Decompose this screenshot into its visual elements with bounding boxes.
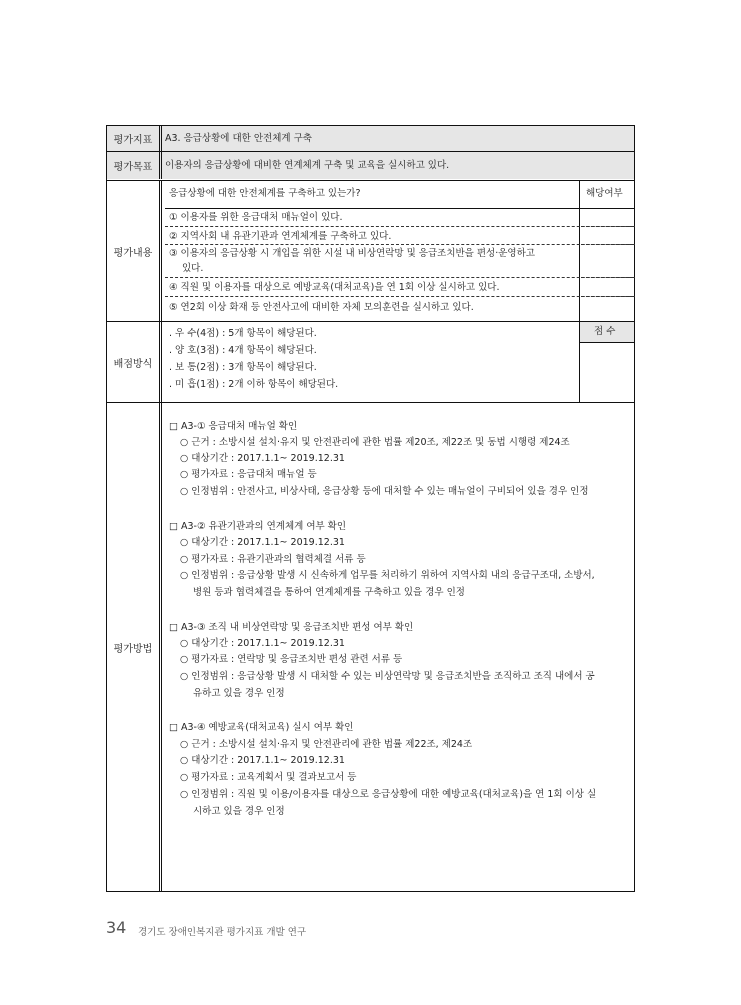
indicator-label: 평가지표 — [107, 126, 162, 151]
method-line: ○ 대상기간 : 2017.1.1~ 2019.12.31 — [180, 638, 345, 649]
content-item-2: ② 지역사회 내 유관기관과 연계체계를 구축하고 있다. — [169, 231, 392, 242]
indicator-value: A3. 응급상황에 대한 안전체계 구축 — [165, 133, 312, 144]
scoring-line-1: . 우 수(4점) : 5개 항목이 해당된다. — [169, 328, 317, 339]
content-question: 응급상황에 대한 안전체계를 구축하고 있는가? — [169, 188, 361, 199]
method-section-4: □ A3-④ 예방교육(대처교육) 실시 여부 확인 — [169, 722, 354, 733]
content-item-3: ③ 이용자의 응급상황 시 개입을 위한 시설 내 비상연락망 및 응급조치반을 편성·운영하고 — [169, 248, 535, 259]
method-line: ○ 근거 : 소방시설 설치·유지 및 안전관리에 관한 법률 제20조, 제22조 및 동법 시행령 제24조 — [180, 437, 570, 448]
method-line: 시하고 있을 경우 인정 — [193, 806, 285, 817]
goal-value: 이용자의 응급상황에 대비한 연계체계 구축 및 교육을 실시하고 있다. — [165, 160, 450, 171]
method-label: 평가방법 — [107, 403, 162, 891]
method-line: ○ 평가자료 : 유관기관과의 협력체결 서류 등 — [180, 554, 366, 565]
applicable-header: 해당여부 — [586, 188, 623, 199]
method-section-1: □ A3-① 응급대처 매뉴얼 확인 — [169, 421, 298, 432]
score-header: 점 수 — [594, 326, 616, 337]
method-section-3: □ A3-③ 조직 내 비상연락망 및 응급조치반 편성 여부 확인 — [169, 622, 414, 633]
scoring-line-4: . 미 흡(1점) : 2개 이하 항목이 해당된다. — [169, 379, 339, 390]
method-line: ○ 인정범위 : 응급상황 발생 시 신속하게 업무를 처리하기 위하여 지역사회 내의 응급구조대, 소방서, — [180, 570, 595, 581]
method-line: ○ 대상기간 : 2017.1.1~ 2019.12.31 — [180, 453, 345, 464]
scoring-line-2: . 양 호(3점) : 4개 항목이 해당된다. — [169, 345, 317, 356]
content-item-3-cont: 있다. — [182, 263, 204, 274]
page-number: 34 — [106, 918, 127, 937]
method-line: 병원 등과 협력체결을 통하여 연계체계를 구축하고 있을 경우 인정 — [193, 587, 465, 598]
method-line: ○ 근거 : 소방시설 설치·유지 및 안전관리에 관한 법률 제22조, 제24조 — [180, 739, 473, 750]
scoring-label: 배점방식 — [107, 322, 162, 402]
method-line: ○ 대상기간 : 2017.1.1~ 2019.12.31 — [180, 755, 345, 766]
method-line: ○ 인정범위 : 직원 및 이용/이용자를 대상으로 응급상황에 대한 예방교육(대처교육)을 연 1회 이상 실 — [180, 789, 597, 800]
content-item-5: ⑤ 연2회 이상 화재 등 안전사고에 대비한 자체 모의훈련을 실시하고 있다. — [169, 302, 474, 313]
content-item-4: ④ 직원 및 이용자를 대상으로 예방교육(대처교육)을 연 1회 이상 실시하고 있다. — [169, 282, 500, 293]
method-line: ○ 평가자료 : 연락망 및 응급조치반 편성 관련 서류 등 — [180, 654, 403, 665]
method-section-2: □ A3-② 유관기관과의 연계체계 여부 확인 — [169, 521, 347, 532]
method-line: ○ 대상기간 : 2017.1.1~ 2019.12.31 — [180, 537, 345, 548]
goal-label: 평가목표 — [107, 152, 162, 179]
content-label: 평가내용 — [107, 181, 162, 321]
method-line: ○ 인정범위 : 안전사고, 비상사태, 응급상황 등에 대처할 수 있는 매뉴얼이 구비되어 있을 경우 인정 — [180, 486, 589, 497]
scoring-line-3: . 보 통(2점) : 3개 항목이 해당된다. — [169, 362, 317, 373]
evaluation-table — [106, 125, 635, 892]
method-line: ○ 인정범위 : 응급상황 발생 시 대처할 수 있는 비상연락망 및 응급조치반을 조직하고 조직 내에서 공 — [180, 671, 595, 682]
method-line: ○ 평가자료 : 응급대처 매뉴얼 등 — [180, 469, 317, 480]
method-line: 유하고 있을 경우 인정 — [193, 688, 285, 699]
footer-title: 경기도 장애인복지관 평가지표 개발 연구 — [138, 927, 307, 938]
content-item-1: ① 이용자를 위한 응급대처 매뉴얼이 있다. — [169, 212, 343, 223]
method-line: ○ 평가자료 : 교육계획서 및 결과보고서 등 — [180, 772, 357, 783]
